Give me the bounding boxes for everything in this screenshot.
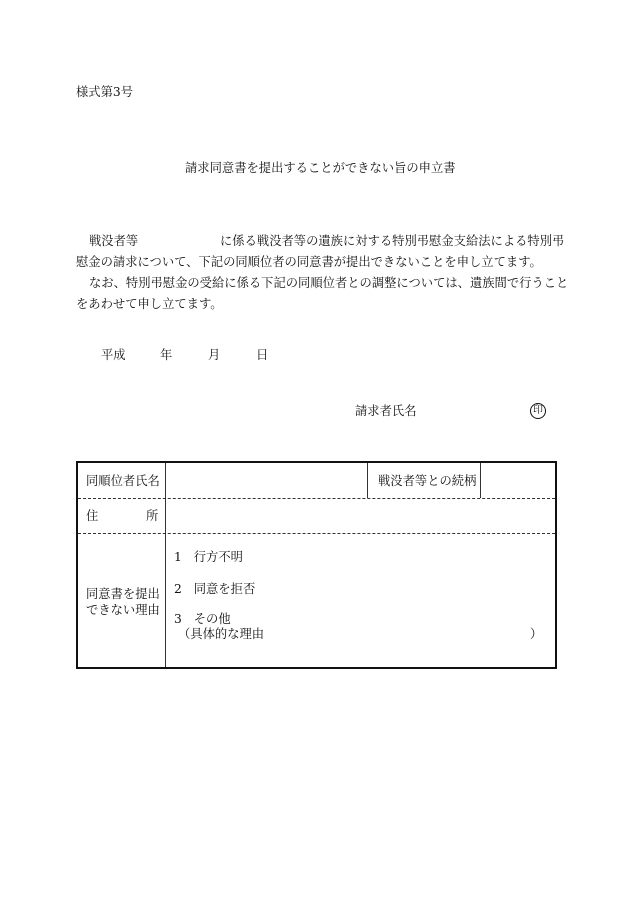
body-line-1-lead: 戦没者等 (89, 234, 139, 248)
specific-reason-field[interactable] (268, 627, 528, 641)
reason-label-1: 同意書を提出 (86, 587, 160, 601)
reason-option-3[interactable] (174, 612, 231, 626)
specific-reason-open: （具体的な理由 (178, 627, 265, 641)
body-line-2: 慰金の請求について、下記の同順位者の同意書が提出できないことを申し立てます。 (76, 255, 542, 269)
body-line-4: をあわせて申し立てます。 (76, 297, 223, 311)
date-day: 日 (256, 348, 269, 362)
seal-mark: 印 (530, 403, 546, 419)
reason-text: 行方不明 (193, 550, 243, 564)
date-year: 年 (160, 348, 173, 362)
row-divider (78, 533, 555, 534)
reason-text: 同意を拒否 (193, 582, 256, 596)
relation-label: 戦没者等との続柄 (378, 474, 477, 488)
reason-option-2[interactable] (174, 582, 255, 596)
specific-reason-close: ） (530, 627, 543, 641)
address-label-1: 住 (86, 509, 99, 523)
reason-text: その他 (193, 612, 231, 626)
reason-number: 2 (174, 582, 182, 596)
body-line-1: に係る戦没者等の遺族に対する特別弔慰金支給法による特別弔 (220, 234, 565, 248)
reason-number: 3 (174, 612, 182, 626)
date-month: 月 (208, 348, 221, 362)
same-rank-name-field[interactable] (168, 463, 366, 498)
column-divider (480, 463, 481, 498)
form-number: 様式第3号 (76, 85, 134, 99)
date-era: 平成 (101, 348, 126, 362)
reason-number: 1 (174, 550, 182, 564)
claimant-name-label: 請求者氏名 (355, 404, 417, 418)
document-title: 請求同意書を提出することができない旨の申立書 (185, 161, 456, 175)
same-rank-name-label: 同順位者氏名 (86, 474, 160, 488)
form-table (76, 461, 557, 669)
body-line-3: なお、特別弔慰金の受給に係る下記の同順位者との調整については、遺族間で行うこと (89, 276, 569, 290)
reason-option-1[interactable] (174, 550, 243, 564)
deceased-name-blank[interactable] (145, 234, 217, 248)
reason-label-2: できない理由 (86, 603, 160, 617)
address-label-2: 所 (146, 509, 159, 523)
column-divider (367, 463, 368, 498)
address-field[interactable] (168, 499, 553, 533)
relation-field[interactable] (482, 463, 554, 498)
column-divider (165, 463, 166, 667)
